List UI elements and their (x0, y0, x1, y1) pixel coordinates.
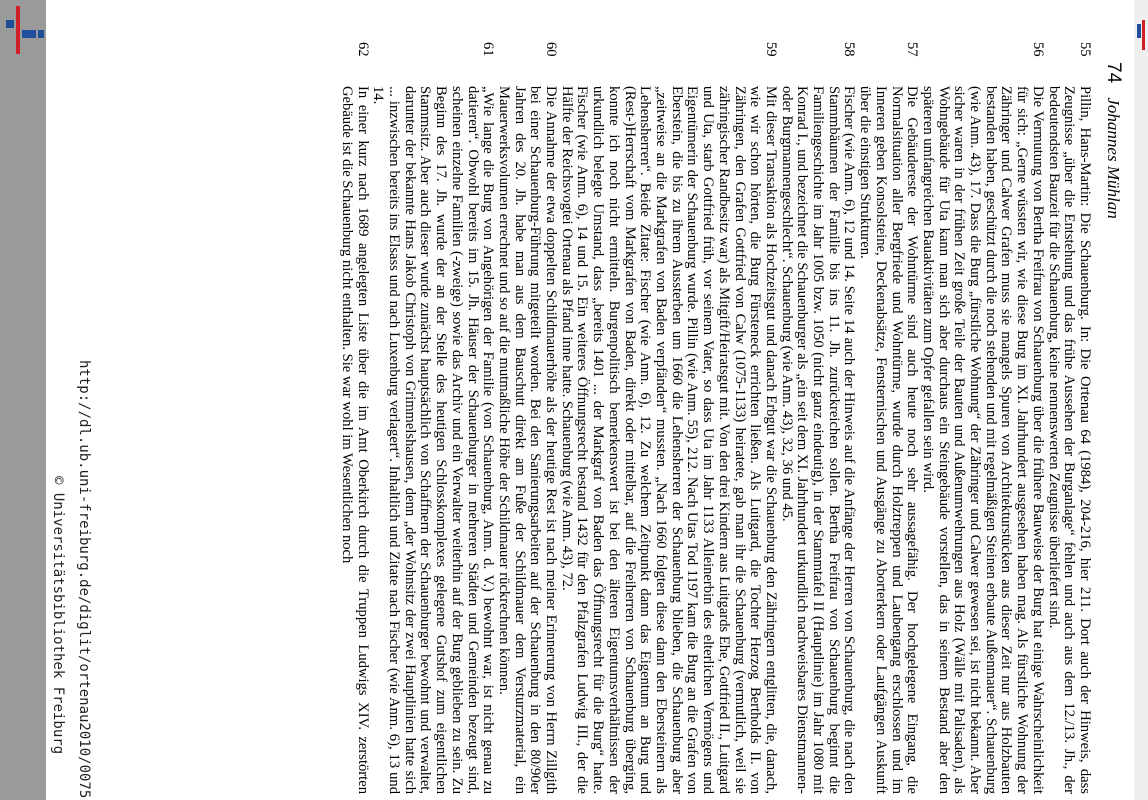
page-header (1102, 62, 1124, 219)
viewer-sidebar (0, 0, 46, 800)
footnote: 56 Die Vermutung von Bertha Freifrau von Schauenburg über die frühere Bauweise der Burg hat einige Wahrscheinlichkeit für sich: „Gerne wüssten wir, wie diese Burg im XI. Jahrhundert ausgesehen haben mag. Als fürstliche Wohnung der Zähringer und Calwer Grafen muss sie mangels Spuren von Architekturstücken aus dieser Zeit nur aus Holzbauten bestanden haben, geschützt durch die noch stehenden und mit regelmäßigen Steinen erbaute Außenmauer“. Schauenburg (wie Anm. 43), 17. Dass die Burg „fürstliche Wohnung“ der Zähringer und Calwer gewesen sei, ist nicht bekannt. Aber sicher waren in der frühen Zeit große Teile der Bauten und Außenumwehrungen aus Holz (Wälle mit Palisaden), als Wohngebäude für Uta kann man sich aber durchaus ein Steingebäude vorstellen, das in seinem Bestand aber den späteren umfangreichen Bauaktivitäten zum Opfer gefallen sein wird. (919, 42, 1046, 794)
library-logo-icon (0, 0, 46, 60)
document-viewport[interactable] (46, 0, 1148, 800)
footnote: 55 Pillin, Hans-Martin: Die Schauenburg. In: Die Ortenau 64 (1984), 204-216, hier 211. Dort auch der Hinweis, dass Zeugnisse „über die Entstehung und das frühe Aussehen der Burganlage“ fehlen und auch aus dem 12./13. Jh., der bedeutendsten Bauzeit für die Schauenburg, keine nennenswerten Zeugnisse überliefert sind. (1045, 42, 1093, 794)
footnote: 60 Die Annahme der etwa doppelten Schildmauerhöhe als der heutige Rest ist nach meiner Erinnerung von Herrn Zillgith bei einer Schauenburg-Führung mitgeteilt worden. Bei den Sanierungsarbeiten auf der Schauenburg in den 80/90er Jahren des 20. Jh. habe man aus dem Bauschutt direkt am Fuße der Schildmauer dem Versturzmaterial, ein Mauerwerksvolumen errechnet und so auf die mutmaßliche Höhe der Schildmauer rückrechnen können. (495, 42, 560, 794)
permalink-url[interactable]: http://dl.ub.uni-freiburg.de/diglit/ortenau2010/0075 (76, 360, 92, 799)
scanned-page (46, 0, 1134, 800)
footnote: 61 „Wie lange die Burg von Angehörigen der Familie (von Schauenburg, Anm. d. V.) bewohnt war, ist nicht genau zu datieren“. Obwohl bereits im 15. Jh. Häuser der Schauenburger in mehreren Städten und Gemeinden bezeugt sind, scheinen einzelne Familien (-zweige) sowie das Archiv und ein Verwalter weiterhin auf der Burg geblieben zu sein. Zu Beginn des 17. Jh. wurde der an der Stelle des heutigen Schlosskomplexes gelegene Gutshof zum eigentlichen Stammsitz. Aber auch dieser wurde zunächst hauptsächlich von Schaffnern der Schauenburger bewohnt und verwaltet, darunter der bekannte Hans Jakob Christoph von Grimmelshausen, denn „der Wohnsitz der zwei Hauptlinien hatte sich ... inzwischen bereits ins Elsass und nach Luxenburg verlagert“. Inhaltlich und Zitate nach Fischer (wie Anm. 6), 13 und 14. (370, 42, 497, 794)
page-number: 74 (1103, 62, 1124, 84)
footnote: 57 Die Gebäudereste der Wohntürme sind auch heute noch sehr aussagefähig. Der hochgelegene Eingang, die Normalsituation aller Bergfriede und Wohntürme, wurde durch Holztreppen und Laubengang erschlossen und im Inneren geben Konsolsteine, Deckenabsätze, Fensternischen und Ausgänge zu Aborterkern oder Laufgängen Auskunft über die einstigen Strukturen. (857, 42, 921, 794)
footnote: 62 In einer kurz nach 1689 angelegten Liste über die im Amt Oberkirch durch die Truppen Ludwigs XIV. zerstörten Gebäude ist die Schauenburg nicht enthalten. Sie war wohl im Wesentlichen noch (338, 42, 371, 794)
footnote: 58 Fischer (wie Anm. 6), 12 und 14. Seite 14 auch der Hinweis auf die Anfänge der Herren von Schauenburg, die nach den Stammbäumen der Familie bis ins 11. Jh. zurückreichen sollen. Bertha Freifrau von Schauenburg beginnt die Familiengeschichte im Jahr 1005 bzw. 1050 (nicht ganz eindeutig), in der Stammtafel II (Hauptlinie) im Jahr 1080 mit Konrad I., und bezeichnet die Schauenburger als „ein seit dem XI. Jahrhundert urkundlich nachweisbares Dienstmannen- oder Burgmannengeschlecht“. Schauenburg (wie Anm. 43), 32, 36 und 45. (778, 42, 858, 794)
footnotes-list (338, 42, 1093, 794)
footnote: 59 Mit dieser Transaktion als Hochzeitsgut und danach Erbgut war die Schauenburg den Zähringern entglitten, die, danach, wie wir schon hörten, die Burg Fürsteneck errichten ließen. Als Luitgard, die Tochter Herzog Bertholds II. von Zähringen, den Grafen Gottfried von Calw (1075-1133) heiratete, gab man ihr die Schauenburg (vermutlich, weil sie zähringischer Randbesitz war) als Mitgift/Heiratsgut mit. Von den drei Kindern aus Luitgards Ehe, Gottfried II., Luitgard und Uta, starb Gottfried früh, vor seinem Vater, so dass Uta im Jahr 1133 Alleinerbin des elterlichen Vermögens und Eigentümerin der Schauenburg wurde. Pillin (wie Anm. 55), 212. Nach Utas Tod 1197 kam die Burg an die Grafen von Eberstein, die bis zu ihrem Aussterben um 1660 die Lehensherren der Schauenburg blieben, die Schauenburg aber „zeitweise an die Markgrafen von Baden verpfänden“ mussten. „Nach 1660 folgten diese dann den Ebersteinern als Lehensherren“. Beide Zitate: Fischer (wie Anm. 6), 12. Zu welchem Zeitpunkt dann das Eigentum an Burg und (Rest-)Herrschaft vom Markgrafen von Baden, direkt oder mittelbar, auf die Freiherren von Schauenburg überging, konnte ich noch nicht ermitteln. Burgenpolitisch bemerkenswert ist bei den älteren Eigentumsverhältnissen der urkundlich belegte Umstand, dass „bereits 1401 ... der Markgraf von Baden das Öffnungsrecht für die Burg“ hatte. Fischer (wie Anm. 6), 14 und 15. Ein weiteres Öffnungsrecht bestand 1432 für den Pfalzgrafen Ludwig III., der die Hälfte der Reichsvogtei Ortenau als Pfand inne hatte. Schauenburg (wie Anm. 43), 72. (558, 42, 779, 794)
copyright-notice: © Universitätsbibliothek Freiburg (50, 476, 66, 755)
running-author: Johannes Mühlan (1104, 97, 1123, 219)
